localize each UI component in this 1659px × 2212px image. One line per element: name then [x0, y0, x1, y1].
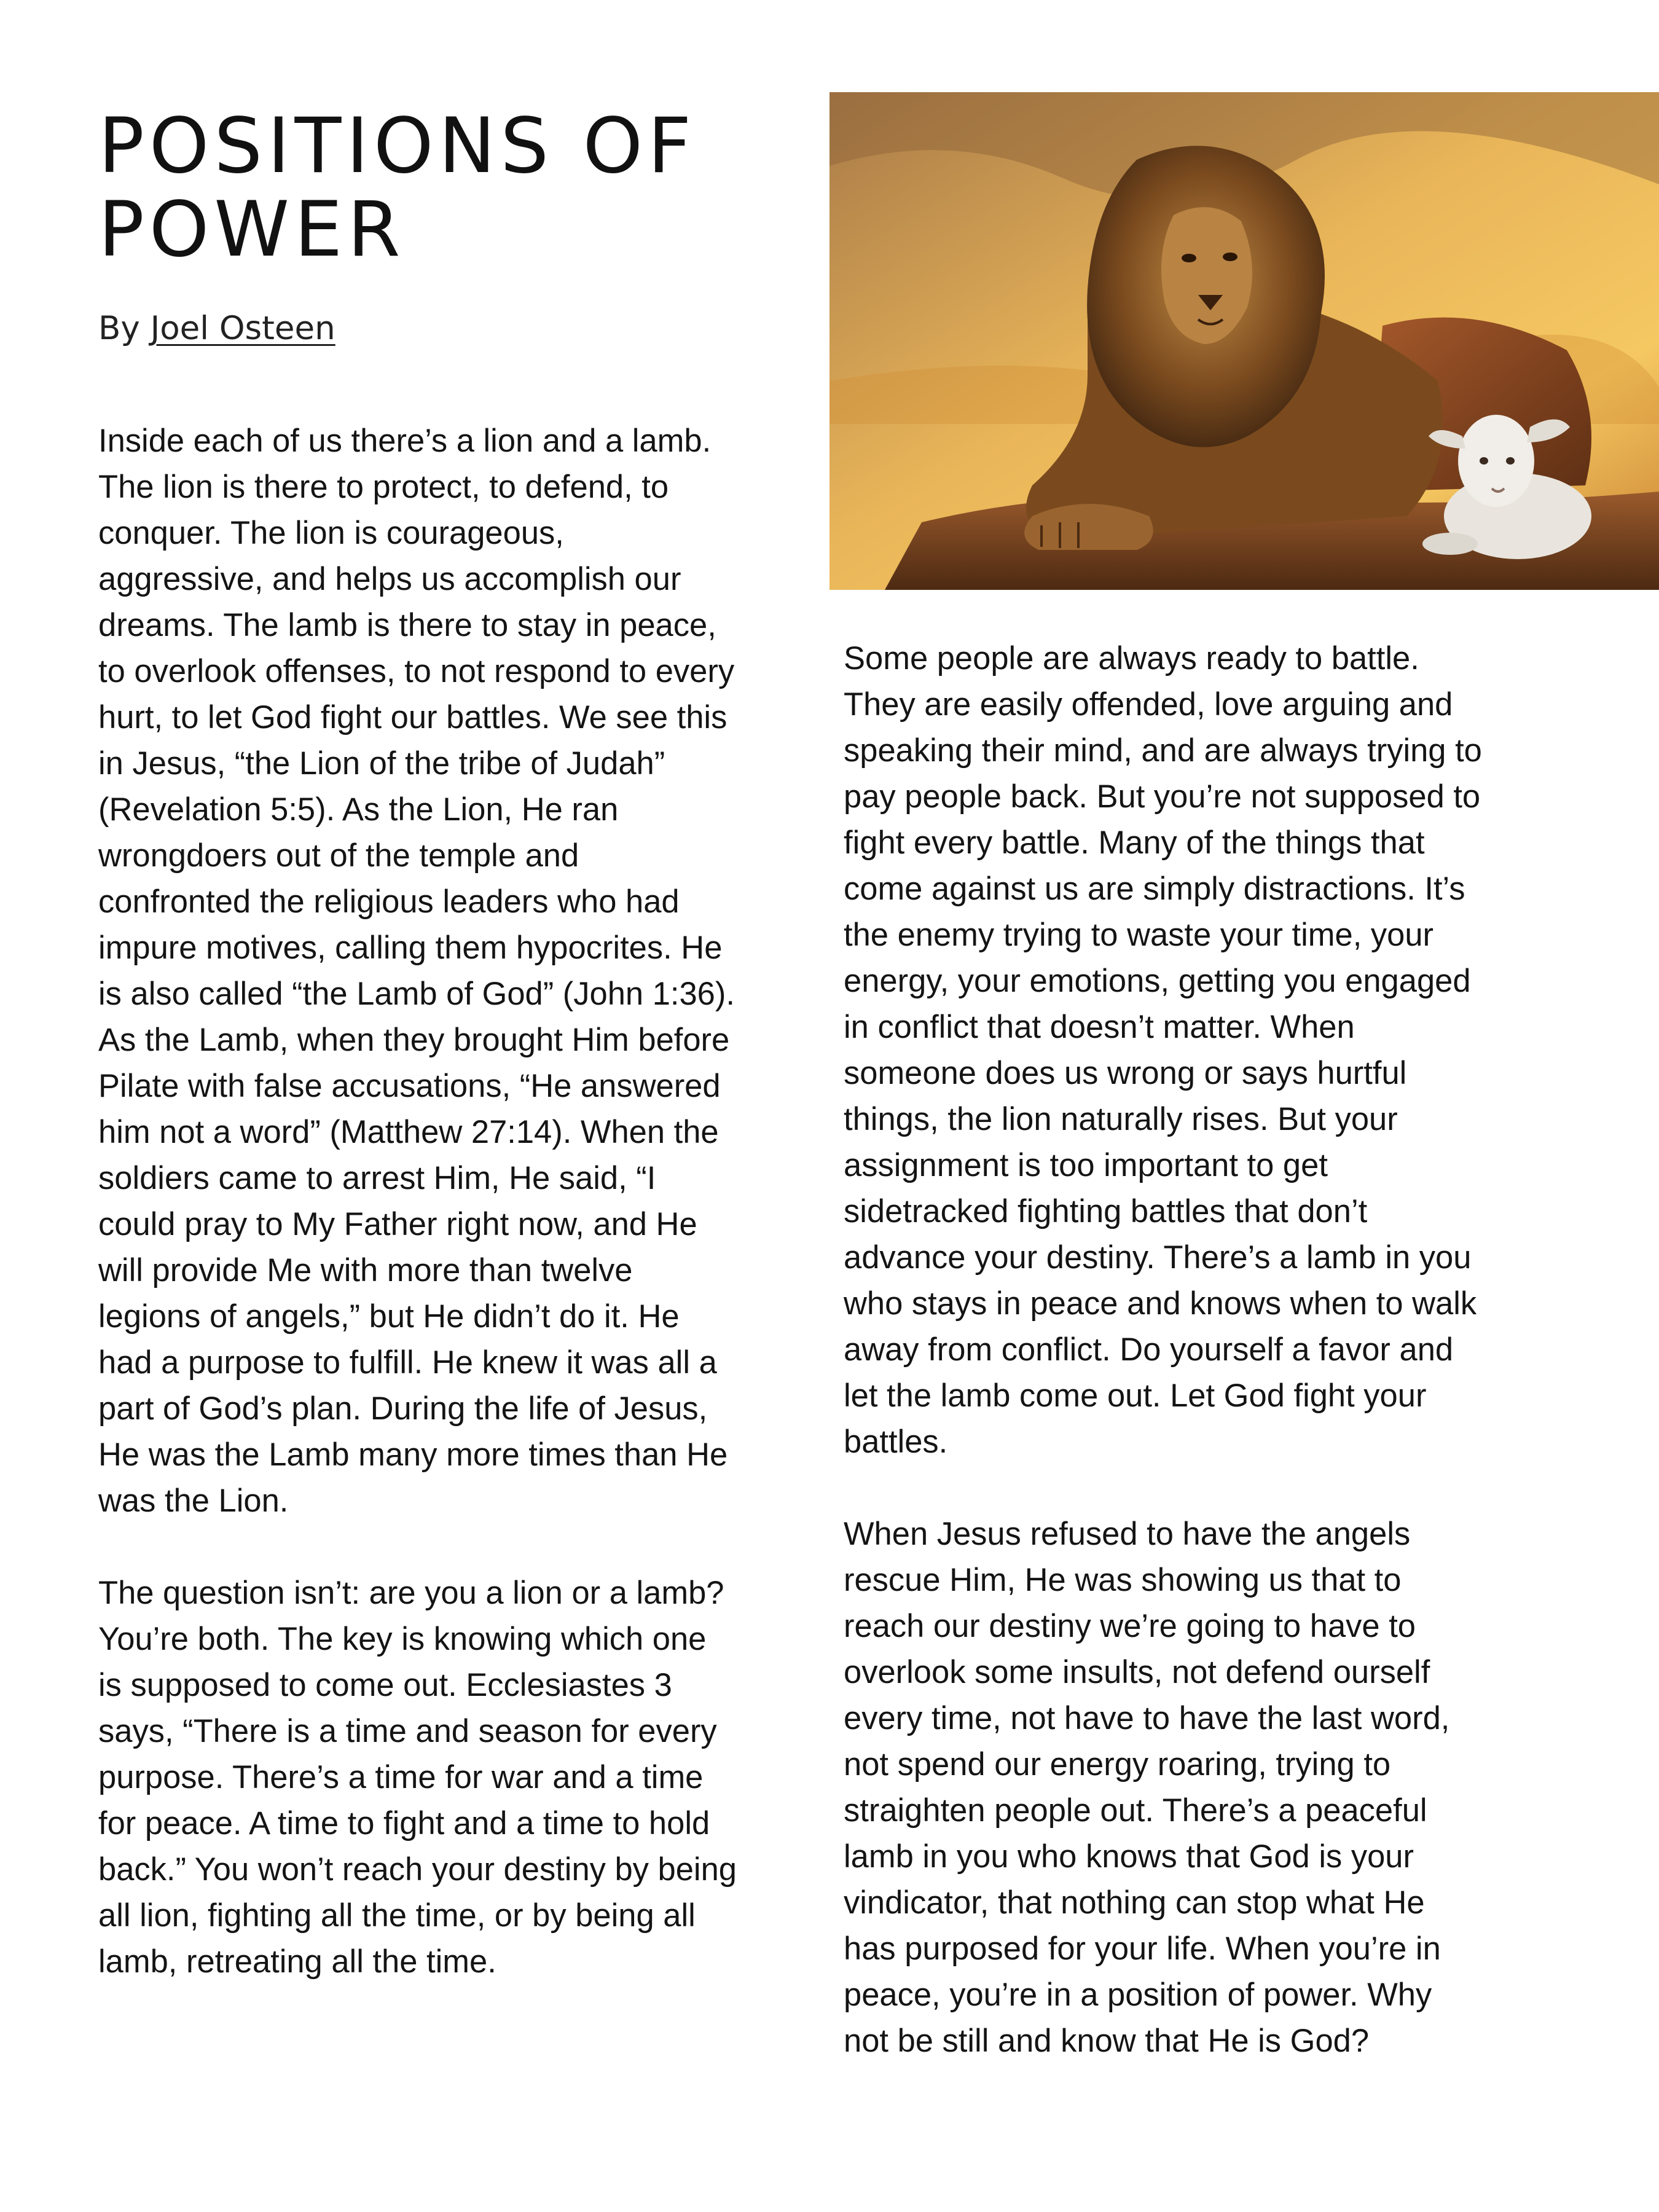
paragraph: Inside each of us there’s a lion and a lamb. The lion is there to protect, to defend, to conquer. The lion is courageous, aggressive, and helps us accomplish our dreams. The lamb is there to stay in peace, to overlook offenses, to not respond to every hurt, to let God fight our battles. We see this in Jesus, “the Lion of the tribe of Judah” (Revelation 5:5). As the Lion, He ran wrongdoers out of the temple and confronted the religious leaders who had impure motives, calling them hypocrites. He is also called “the Lamb of God” (John 1:36). As the Lamb, when they brought Him before Pilate with false accusations, “He answered him not a word” (Matthew 27:14). When the soldiers came to arrest Him, He said, “I could pray to My Father right now, and He will provide Me with more than twelve legions of angels,” but He didn’t do it. He had a purpose to fulfill. He knew it was all a part of God’s plan. During the life of Jesus, He was the Lamb many more times than He was the Lion. — [98, 423, 735, 1519]
paragraph: The question isn’t: are you a lion or a lamb? You’re both. The key is knowing which one is supposed to come out. Ecclesiastes 3 says, “There is a time and season for every purpose. There’s a time for war and a time for peace. A time to fight and a time to hold back.” You won’t reach your destiny by being all lion, fighting all the time, or by being all lamb, retreating all the time. — [98, 1575, 737, 1980]
right-column — [844, 635, 1483, 2110]
lion-and-lamb-image — [830, 92, 1659, 590]
byline-prefix: By — [98, 310, 151, 347]
author-link[interactable]: Joel Osteen — [150, 310, 335, 347]
paragraph: When Jesus refused to have the angels rescue Him, He was showing us that to reach our destiny we’re going to have to overlook some insults, not defend ourself every time, not have to have the last word, not spend our energy roaring, trying to straighten people out. There’s a peaceful lamb in you who knows that God is your vindicator, that nothing can stop what He has purposed for your life. When you’re in peace, you’re in a position of power. Why not be still and know that He is God? — [844, 1516, 1450, 2059]
lion-and-lamb-illustration — [830, 92, 1659, 590]
byline — [98, 307, 335, 350]
article-title: POSITIONS OF POWER — [98, 102, 697, 274]
paragraph: Some people are always ready to battle. They are easily offended, love arguing and speaking their mind, and are always trying to pay people back. But you’re not supposed to fight every battle. Many of the things that come against us are simply distractions. It’s the enemy trying to waste your time, your energy, your emotions, getting you engaged in conflict that doesn’t matter. When someone does us wrong or says hurtful things, the lion naturally rises. But your assignment is too important to get sidetracked fighting battles that don’t advance your destiny. There’s a lamb in you who stays in peace and knows when to walk away from conflict. Do yourself a favor and let the lamb come out. Let God fight your battles. — [844, 640, 1482, 1460]
left-column — [98, 418, 737, 2031]
